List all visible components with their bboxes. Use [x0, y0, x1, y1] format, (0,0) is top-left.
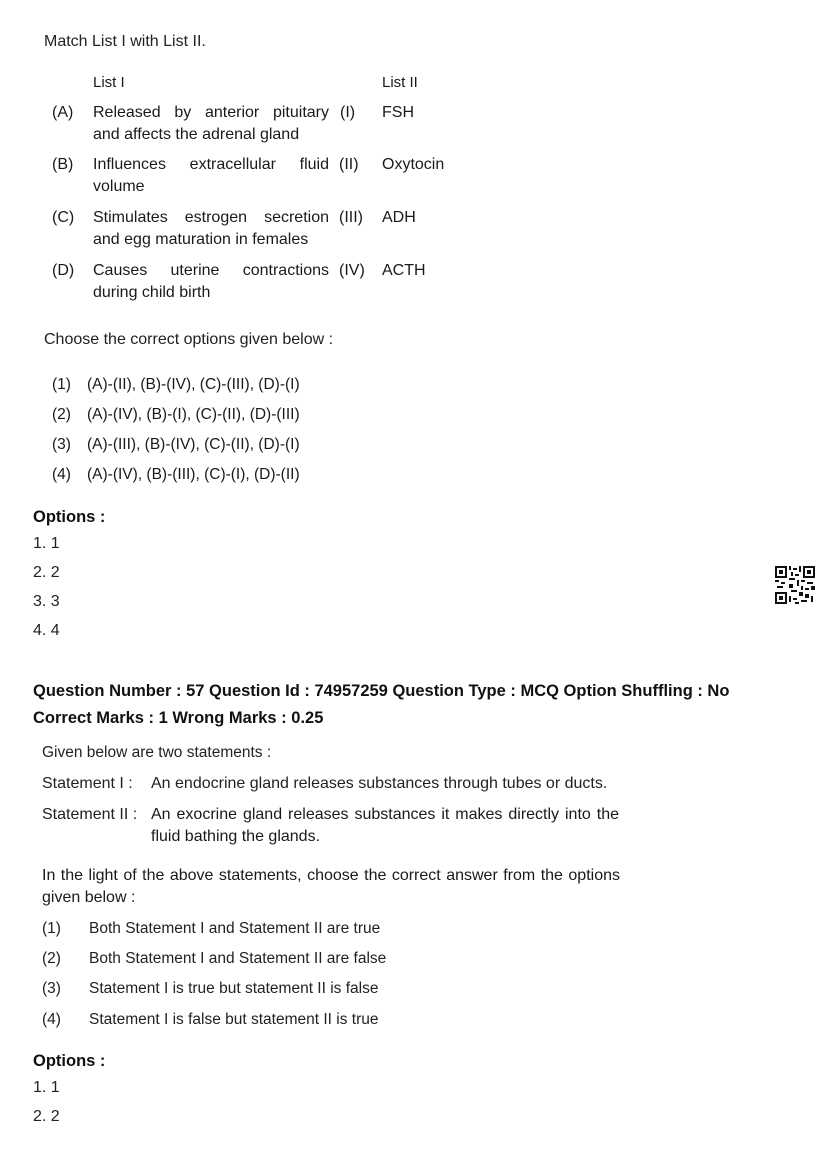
q57-header-line2: Correct Marks : 1 Wrong Marks : 0.25	[33, 709, 324, 727]
row-a-roman: (I)	[340, 104, 356, 121]
row-b-value: Oxytocin	[382, 156, 445, 173]
statement1-text: An endocrine gland releases substances through tubes or ducts.	[151, 775, 608, 792]
list1-header: List I	[93, 74, 125, 91]
choice-num: (3)	[42, 980, 61, 997]
option-item: 1. 1	[33, 1079, 60, 1096]
options-label: Options :	[33, 508, 106, 526]
list2-header: List II	[382, 74, 418, 91]
choice-text: Statement I is false but statement II is true	[89, 1011, 379, 1028]
choice-num: (2)	[42, 950, 61, 967]
row-d-value: ACTH	[382, 262, 426, 279]
row-c-roman: (III)	[339, 209, 363, 226]
options-label: Options :	[33, 1052, 106, 1070]
q57-intro: Given below are two statements :	[42, 744, 272, 761]
choice-num: (3)	[52, 436, 71, 453]
qr-code-icon	[775, 566, 815, 604]
choice-text: Both Statement I and Statement II are false	[89, 950, 387, 967]
choice-num: (4)	[52, 466, 71, 483]
statement2-text: An exocrine gland releases substances it makes directly into the fluid bathing the glands.	[151, 806, 619, 845]
q57-header-line1: Question Number : 57 Question Id : 74957259 Question Type : MCQ Option Shuffling : No	[33, 682, 730, 700]
row-c-value: ADH	[382, 209, 416, 226]
choice-text: (A)-(IV), (B)-(I), (C)-(II), (D)-(III)	[87, 406, 300, 423]
choice-num: (4)	[42, 1011, 61, 1028]
choice-text: (A)-(II), (B)-(IV), (C)-(III), (D)-(I)	[87, 376, 300, 393]
q56-prompt: Match List I with List II.	[44, 33, 206, 50]
choice-num: (1)	[42, 920, 61, 937]
row-a-label: (A)	[52, 104, 74, 121]
choice-text: (A)-(IV), (B)-(III), (C)-(I), (D)-(II)	[87, 466, 300, 483]
choice-text: Statement I is true but statement II is false	[89, 980, 379, 997]
option-item: 1. 1	[33, 535, 60, 552]
choice-num: (1)	[52, 376, 71, 393]
row-b-roman: (II)	[339, 156, 359, 173]
row-a-text: Released by anterior pituitary and affects the adrenal gland	[93, 104, 329, 143]
choice-text: (A)-(III), (B)-(IV), (C)-(II), (D)-(I)	[87, 436, 300, 453]
option-item: 4. 4	[33, 622, 60, 639]
option-item: 2. 2	[33, 564, 60, 581]
row-c-text: Stimulates estrogen secretion and egg maturation in females	[93, 209, 329, 248]
choice-text: Both Statement I and Statement II are true	[89, 920, 381, 937]
choice-num: (2)	[52, 406, 71, 423]
row-b-label: (B)	[52, 156, 74, 173]
row-d-roman: (IV)	[339, 262, 365, 279]
statement1-label: Statement I :	[42, 775, 133, 792]
row-a-value: FSH	[382, 104, 414, 121]
option-item: 3. 3	[33, 593, 60, 610]
option-item: 2. 2	[33, 1108, 60, 1125]
row-c-label: (C)	[52, 209, 75, 226]
row-d-label: (D)	[52, 262, 75, 279]
choose-text: Choose the correct options given below :	[44, 331, 334, 348]
row-d-text: Causes uterine contractions during child birth	[93, 262, 329, 301]
row-b-text: Influences extracellular fluid volume	[93, 156, 329, 195]
q57-light-text: In the light of the above statements, choose the correct answer from the options given below :	[42, 867, 620, 906]
statement2-label: Statement II :	[42, 806, 138, 823]
